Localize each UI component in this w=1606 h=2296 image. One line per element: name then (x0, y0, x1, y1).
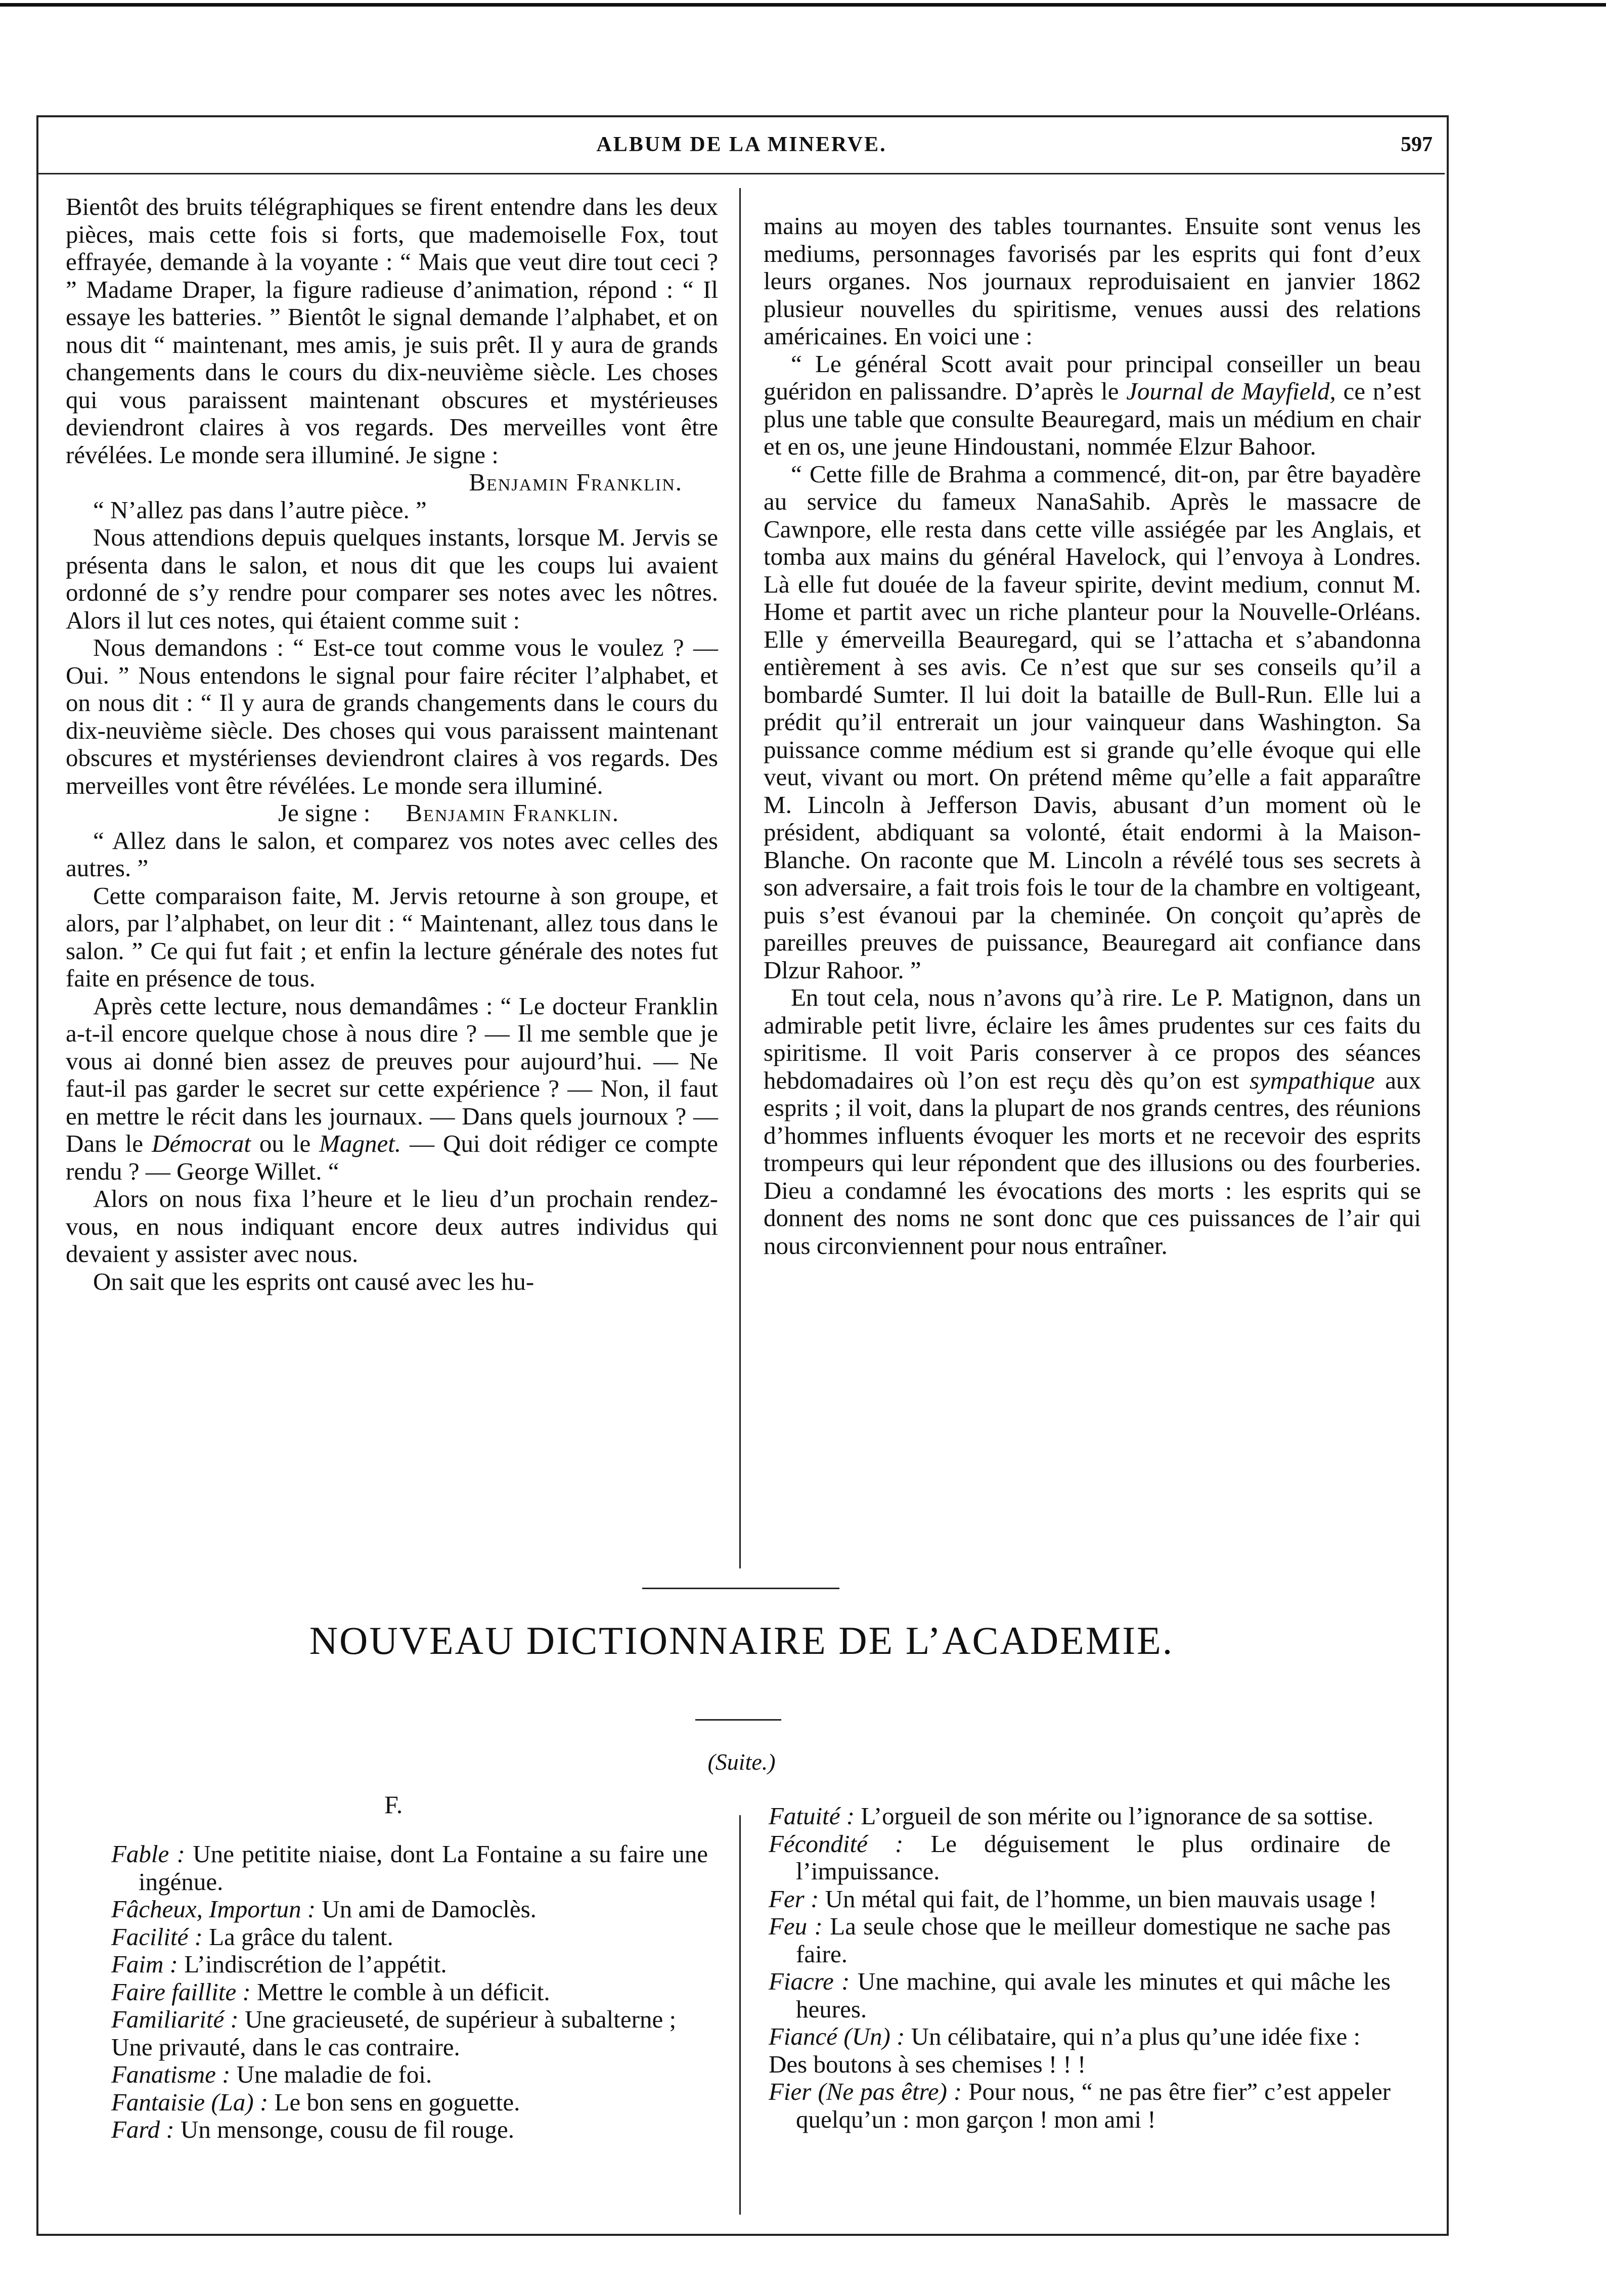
text-run: En tout cela, nous n’avons qu’à rire. Le P. Matignon, dans un admirable petit livre, éclaire les âmes prudentes sur ces faits du spiritisme. Il voit Paris conserver à ce propos des séances hebdomadaires où l’on est reçu dès qu’on est (764, 983, 1421, 1094)
dictionary-entry (769, 1885, 1391, 1913)
text-run: — Qui doit rédiger ce compte rendu ? — George Willet. “ (66, 1130, 719, 1185)
paragraph: Alors on nous fixa l’heure et le lieu d’un prochain rendez-vous, en nous indiquant encore deux autres individus qui devaient y assister avec nous. (66, 1185, 718, 1268)
dictionary-entry (111, 1951, 708, 1978)
column-divider-top (739, 188, 741, 1568)
column-divider-bottom (739, 1815, 741, 2215)
left-column-article (66, 193, 718, 1295)
entry-term: Fiancé (Un) : (769, 2022, 905, 2050)
header-rule (38, 173, 1445, 174)
paragraph: Nous demandons : “ Est-ce tout comme vous le voulez ? — Oui. ” Nous entendons le signal pour faire réciter l’alphabet, et on nous dit : “ Il y aura de grands changements dans le cours du dix-neuvième siècle. Des choses qui vous paraissent maintenant obscures et mystérienses deviendront claires à vos regards. Des merveilles vont être révélées. Le monde sera illuminé. (66, 634, 718, 799)
dictionary-left-column (111, 1840, 708, 2144)
entry-definition: Des boutons à ses chemises ! ! ! (769, 2050, 1086, 2078)
entry-definition: Une gracieuseté, de supérieur à subalterne ; (245, 2005, 677, 2033)
entry-term: Facilité : (111, 1922, 203, 1951)
entry-definition: Une maladie de foi. (236, 2060, 432, 2088)
dictionary-entry (111, 1896, 708, 1923)
page-number: 597 (1401, 133, 1433, 156)
text-run: Après cette lecture, nous demandâmes : “ Le docteur Franklin a-t-il encore quelque chose à nous dire ? — Il me semble que je vous ai donné bien assez de preuves pour aujourd’hui. — Ne faut-il pas garder le secret sur cette expérience ? — Non, il faut en mettre le récit dans les journaux. — Dans quels journoux ? — Dans le (66, 992, 718, 1157)
dictionary-entry (111, 2116, 708, 2144)
section-rule (642, 1588, 839, 1589)
entry-definition: Mettre le comble à un déficit. (257, 1977, 550, 2006)
paragraph: mains au moyen des tables tournantes. Ensuite sont venus les mediums, personnages favorisés par les esprits qui font d’eux leurs organes. Nos journaux reproduisaient en janvier 1862 plusieur nouvelles du spiritisme, venues aussi des relations américaines. En voici une : (764, 212, 1421, 350)
text-run: “ Le général Scott avait pour principal conseiller un beau guéridon en palissandre. D’après le (764, 349, 1421, 405)
entry-term: Familiarité : (111, 2005, 239, 2033)
entry-term: Faire faillite : (111, 1977, 251, 2006)
entry-definition: Un mensonge, cousu de fil rouge. (181, 2115, 514, 2143)
text-run: aux esprits ; il voit, dans la plupart de nos grands centres, des réunions d’hommes influents évoquer les morts et ne recevoir des esprits trompeurs qui leur répondent que des illusions ou des fourberies. Dieu a condamné les évocations des morts : les esprits qui se donnent des noms ne sont donc que ces puissances de l’air qui nous circonviennent pour nous entraîner. (764, 1066, 1421, 1259)
entry-definition: Un métal qui fait, de l’homme, un bien mauvais usage ! (825, 1884, 1377, 1913)
dictionary-entry (111, 2006, 708, 2034)
letter-heading: F. (384, 1790, 403, 1819)
entry-term: Feu : (769, 1912, 823, 1940)
paragraph: “ Allez dans le salon, et comparez vos notes avec celles des autres. ” (66, 826, 718, 882)
entry-term: Fer : (769, 1884, 819, 1913)
paragraph: On sait que les esprits ont causé avec les hu- (93, 1267, 534, 1295)
entry-definition: Une privauté, dans le cas contraire. (111, 2033, 460, 2061)
entry-definition: Une machine, qui avale les minutes et qui mâche les heures. (796, 1967, 1391, 2023)
section-rule-short (695, 1719, 781, 1721)
entry-definition: Un ami de Damoclès. (322, 1895, 537, 1923)
dictionary-entry (769, 2051, 1391, 2079)
paragraph: Bientôt des bruits télégraphiques se firent entendre dans les deux pièces, mais cette fois si forts, que mademoiselle Fox, tout effrayée, demande à la voyante : “ Mais que veut dire tout ceci ? ” Madame Draper, la figure radieuse d’animation, répond : “ Il essaye les batteries. ” Bientôt le signal demande l’alphabet, et on nous dit “ maintenant, mes amis, je suis prêt. Il y aura de grands changements dans le cours du dix-neuvième siècle. Les choses qui vous paraissent maintenant obscures et mystérieuses deviendront claires à vos regards. Des merveilles vont être révélées. Le monde sera illuminé. Je signe : (66, 193, 718, 469)
dictionary-entry (111, 2034, 708, 2061)
paragraph (764, 350, 1421, 461)
text-run: ce n’est plus une table que consulte Beauregard, mais un médium en chair et en os, une jeune Hindoustani, nommée Elzur Bahoor. (764, 377, 1421, 460)
dictionary-entry (769, 1830, 1391, 1885)
entry-definition: Une petitite niaise, dont La Fontaine a su faire une ingénue. (139, 1840, 708, 1896)
paragraph: “ N’allez pas dans l’autre pièce. ” (93, 496, 427, 524)
entry-definition: Pour nous, “ ne pas être fier” c’est appeler quelqu’un : mon garçon ! mon ami ! (796, 2078, 1391, 2133)
entry-definition: Le déguisement le plus ordinaire de l’impuissance. (796, 1829, 1391, 1885)
signature-intro: Je signe : (278, 799, 371, 827)
suite-label: (Suite.) (707, 1749, 776, 1775)
dictionary-entry (769, 2023, 1391, 2051)
entry-term: Fiacre : (769, 1967, 850, 1995)
signature-line (66, 799, 718, 827)
dictionary-entry (111, 2089, 708, 2117)
section-title: NOUVEAU DICTIONNAIRE DE L’ACADEMIE. (309, 1618, 1174, 1662)
paragraph (764, 984, 1421, 1259)
entry-definition: Le bon sens en goguette. (274, 2088, 520, 2116)
text-run: ou le (259, 1130, 311, 1157)
entry-term: Fanatisme : (111, 2060, 231, 2088)
entry-definition: L’indiscrétion de l’appétit. (184, 1950, 447, 1978)
entry-term: Faim : (111, 1950, 178, 1978)
entry-term: Fantaisie (La) : (111, 2088, 269, 2116)
bottom-rule (36, 2234, 1447, 2236)
entry-term: Fâcheux, Importun : (111, 1895, 316, 1923)
entry-definition: L’orgueil de son mérite ou l’ignorance de sa sottise. (861, 1802, 1374, 1830)
signature: Benjamin Franklin. (406, 799, 620, 827)
entry-definition: La seule chose que le meilleur domestique ne sache pas faire. (796, 1912, 1391, 1968)
dictionary-entry (769, 1913, 1391, 1968)
right-column-article (764, 212, 1421, 1259)
newspaper-title: Démocrat (151, 1130, 251, 1157)
entry-term: Fard : (111, 2115, 174, 2143)
dictionary-entry (111, 2061, 708, 2089)
dictionary-entry (769, 1968, 1391, 2023)
paragraph: Cette comparaison faite, M. Jervis retourne à son groupe, et alors, par l’alphabet, on leur dit : “ Maintenant, allez tous dans le salon. ” Ce qui fut fait ; et enfin la lecture générale des notes fut faite en présence de tous. (66, 881, 718, 992)
signature: Benjamin Franklin. (469, 468, 683, 496)
entry-definition: Un célibataire, qui n’a plus qu’une idée fixe : (911, 2022, 1361, 2050)
paragraph: Nous attendions depuis quelques instants, lorsque M. Jervis se présenta dans le salon, et nous dit que les coups lui avaient ordonné de s’y rendre pour comparer ses notes avec les nôtres. Alors il lut ces notes, qui étaient comme suit : (66, 523, 718, 634)
dictionary-entry (769, 2078, 1391, 2133)
entry-term: Fatuité : (769, 1802, 855, 1830)
newspaper-title: Journal de Mayfield, (1126, 377, 1336, 405)
emphasis: sympathique (1250, 1066, 1375, 1094)
journal-title: ALBUM DE LA MINERVE. (596, 133, 887, 156)
dictionary-entry (111, 1978, 708, 2006)
top-page-rule (0, 3, 1606, 7)
paragraph: “ Cette fille de Brahma a commencé, dit-on, par être bayadère au service du fameux NanaSahib. Après le massacre de Cawnpore, elle resta dans cette ville assiégée par les Anglais, et tomba aux mains du général Havelock, qui l’envoya à Londres. Là elle fut douée de la faveur spirite, devint medium, connut M. Home et partit avec un riche planteur pour la Nouvelle-Orléans. Elle y émerveilla Beauregard, qui se l’attacha et s’abandonna entièrement à ses avis. Ce n’est que sur ses conseils qu’il a bombardé Sumter. Il lui doit la bataille de Bull-Run. Elle lui a prédit qu’il entrerait un jour vainqueur dans Washington. Sa puissance comme médium est si grande qu’elle évoque qui elle veut, vivant ou mort. On prétend même qu’elle a fait apparaître M. Lincoln à Jefferson Davis, abusant d’un moment où le président, abdiquant sa volonté, était endormi à la Maison-Blanche. On raconte que M. Lincoln a révélé tous ses secrets à son adversaire, a fait trois fois le tour de la chambre en voltigeant, puis s’est évanoui par la cheminée. On conçoit qu’après de pareilles preuves de puissance, Beauregard ait confiance dans Dlzur Rahoor. ” (764, 460, 1421, 984)
paragraph (66, 993, 718, 1186)
entry-term: Fier (Ne pas être) : (769, 2078, 962, 2105)
entry-term: Fécondité : (769, 1829, 904, 1858)
running-header (38, 132, 1445, 161)
newspaper-title: Magnet. (319, 1130, 402, 1157)
dictionary-right-column (769, 1803, 1391, 2133)
entry-definition: La grâce du talent. (209, 1922, 393, 1951)
dictionary-entry (769, 1803, 1391, 1830)
dictionary-entry (111, 1923, 708, 1951)
entry-term: Fable : (111, 1840, 185, 1868)
dictionary-entry (111, 1840, 708, 1896)
